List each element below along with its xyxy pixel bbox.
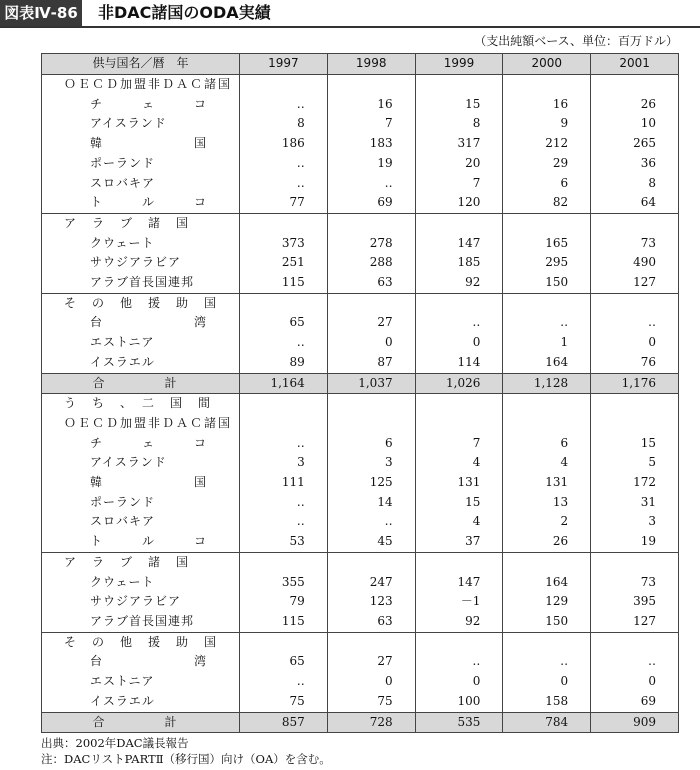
value-cell: 8	[240, 114, 328, 134]
value-cell: 4	[503, 453, 591, 473]
table-row	[42, 612, 679, 632]
corner-header: 供与国名／暦 年	[42, 54, 240, 75]
table-row	[42, 414, 679, 434]
value-cell	[415, 213, 503, 233]
table-row	[42, 134, 679, 154]
value-cell	[240, 414, 328, 434]
group-label: ア ラ ブ 諸 国	[42, 552, 240, 572]
value-cell: 65	[240, 652, 328, 672]
value-cell: ‥	[327, 512, 415, 532]
table-row	[42, 592, 679, 612]
country-label: アイスランド	[42, 453, 240, 473]
year-header: 1997	[240, 54, 328, 75]
value-cell	[503, 293, 591, 313]
table-row	[42, 394, 679, 414]
value-cell: 6	[503, 434, 591, 454]
value-cell: 131	[415, 473, 503, 493]
value-cell: 73	[591, 234, 679, 254]
table-row	[42, 353, 679, 373]
value-cell: 10	[591, 114, 679, 134]
value-cell: 1,037	[327, 373, 415, 394]
value-cell: 69	[327, 193, 415, 213]
value-cell: 147	[415, 573, 503, 593]
value-cell	[591, 213, 679, 233]
country-label: クウェート	[42, 573, 240, 593]
value-cell: 27	[327, 652, 415, 672]
value-cell	[503, 213, 591, 233]
value-cell: ‥	[240, 154, 328, 174]
group-label: ＯＥＣＤ加盟非ＤＡＣ諸国	[42, 75, 240, 95]
country-label: エストニア	[42, 333, 240, 353]
value-cell	[415, 293, 503, 313]
country-label: チ ェ コ	[42, 95, 240, 115]
value-cell: ‥	[591, 652, 679, 672]
value-cell: 186	[240, 134, 328, 154]
value-cell: 131	[503, 473, 591, 493]
value-cell: 490	[591, 253, 679, 273]
table-row	[42, 573, 679, 593]
value-cell: 172	[591, 473, 679, 493]
value-cell: 0	[415, 333, 503, 353]
title-bar	[0, 0, 700, 28]
value-cell: 73	[591, 573, 679, 593]
page-title: 非DAC諸国のODA実績	[98, 3, 271, 22]
value-cell	[591, 293, 679, 313]
country-label: ト ル コ	[42, 532, 240, 552]
table-row	[42, 193, 679, 213]
value-cell: 63	[327, 273, 415, 293]
value-cell: 8	[591, 174, 679, 194]
value-cell: 0	[415, 672, 503, 692]
unit-note: （支出純額ベース、単位：百万ドル）	[474, 34, 678, 48]
value-cell: 1	[503, 333, 591, 353]
country-label: サウジアラビア	[42, 253, 240, 273]
country-label: イスラエル	[42, 692, 240, 712]
value-cell: 111	[240, 473, 328, 493]
value-cell	[240, 552, 328, 572]
value-cell: 0	[503, 672, 591, 692]
value-cell: ‥	[240, 512, 328, 532]
value-cell	[327, 414, 415, 434]
value-cell: 79	[240, 592, 328, 612]
table-row	[42, 213, 679, 233]
table-row	[42, 473, 679, 493]
total-label: 合 計	[42, 712, 240, 733]
value-cell: 1,164	[240, 373, 328, 394]
value-cell: 147	[415, 234, 503, 254]
value-cell: 857	[240, 712, 328, 733]
value-cell: 26	[503, 532, 591, 552]
value-cell	[327, 213, 415, 233]
value-cell: 20	[415, 154, 503, 174]
value-cell	[415, 632, 503, 652]
value-cell	[327, 293, 415, 313]
value-cell: 728	[327, 712, 415, 733]
value-cell: 13	[503, 493, 591, 513]
value-cell: 6	[327, 434, 415, 454]
value-cell: ‥	[240, 95, 328, 115]
country-label: ポーランド	[42, 154, 240, 174]
value-cell: 87	[327, 353, 415, 373]
value-cell: 37	[415, 532, 503, 552]
value-cell: 31	[591, 493, 679, 513]
value-cell	[240, 75, 328, 95]
value-cell	[503, 394, 591, 414]
country-label: 韓 国	[42, 134, 240, 154]
table-row	[42, 75, 679, 95]
value-cell: 4	[415, 453, 503, 473]
value-cell: 76	[591, 353, 679, 373]
group-label: ア ラ ブ 諸 国	[42, 213, 240, 233]
value-cell	[415, 552, 503, 572]
value-cell: 7	[327, 114, 415, 134]
table-row	[42, 672, 679, 692]
value-cell: 150	[503, 273, 591, 293]
value-cell: ‥	[240, 672, 328, 692]
value-cell: 26	[591, 95, 679, 115]
value-cell: 185	[415, 253, 503, 273]
value-cell: 3	[591, 512, 679, 532]
value-cell	[240, 293, 328, 313]
value-cell: 8	[415, 114, 503, 134]
value-cell: 27	[327, 313, 415, 333]
value-cell: 64	[591, 193, 679, 213]
value-cell	[327, 632, 415, 652]
value-cell: 164	[503, 573, 591, 593]
value-cell: 247	[327, 573, 415, 593]
value-cell: 19	[327, 154, 415, 174]
value-cell: 89	[240, 353, 328, 373]
value-cell	[591, 552, 679, 572]
country-label: スロバキア	[42, 512, 240, 532]
country-label: イスラエル	[42, 353, 240, 373]
value-cell: 909	[591, 712, 679, 733]
group-label: ＯＥＣＤ加盟非ＤＡＣ諸国	[42, 414, 240, 434]
value-cell	[415, 394, 503, 414]
value-cell: 15	[415, 493, 503, 513]
value-cell: 9	[503, 114, 591, 134]
value-cell	[591, 632, 679, 652]
table-row	[42, 652, 679, 672]
value-cell: －1	[415, 592, 503, 612]
value-cell: 535	[415, 712, 503, 733]
value-cell: 127	[591, 612, 679, 632]
value-cell: 120	[415, 193, 503, 213]
value-cell: 0	[591, 672, 679, 692]
value-cell: 53	[240, 532, 328, 552]
value-cell: 183	[327, 134, 415, 154]
value-cell: ‥	[240, 333, 328, 353]
value-cell: 265	[591, 134, 679, 154]
value-cell: 212	[503, 134, 591, 154]
value-cell: ‥	[327, 174, 415, 194]
group-label: う ち 、 二 国 間	[42, 394, 240, 414]
value-cell: 7	[415, 174, 503, 194]
table-row	[42, 512, 679, 532]
value-cell	[415, 75, 503, 95]
value-cell: 65	[240, 313, 328, 333]
value-cell: 784	[503, 712, 591, 733]
value-cell: 69	[591, 692, 679, 712]
value-cell: 115	[240, 612, 328, 632]
value-cell: 125	[327, 473, 415, 493]
value-cell	[240, 213, 328, 233]
country-label: 台 湾	[42, 652, 240, 672]
value-cell	[327, 394, 415, 414]
table-row	[42, 234, 679, 254]
value-cell: 2	[503, 512, 591, 532]
value-cell: ‥	[415, 652, 503, 672]
value-cell: 295	[503, 253, 591, 273]
value-cell: 4	[415, 512, 503, 532]
table-row	[42, 632, 679, 652]
total-row	[42, 373, 679, 394]
table-row	[42, 532, 679, 552]
value-cell: 6	[503, 174, 591, 194]
value-cell	[240, 632, 328, 652]
value-cell: 3	[327, 453, 415, 473]
country-label: チ ェ コ	[42, 434, 240, 454]
year-header: 1998	[327, 54, 415, 75]
value-cell: 317	[415, 134, 503, 154]
country-label: ポーランド	[42, 493, 240, 513]
country-label: アラブ首長国連邦	[42, 612, 240, 632]
value-cell: 45	[327, 532, 415, 552]
table-row	[42, 453, 679, 473]
value-cell: 251	[240, 253, 328, 273]
value-cell: ‥	[415, 313, 503, 333]
value-cell: 164	[503, 353, 591, 373]
country-label: 台 湾	[42, 313, 240, 333]
value-cell: 288	[327, 253, 415, 273]
notes	[41, 735, 331, 767]
value-cell: 0	[327, 672, 415, 692]
value-cell: 165	[503, 234, 591, 254]
value-cell: 115	[240, 273, 328, 293]
total-row	[42, 712, 679, 733]
value-cell	[591, 414, 679, 434]
table-row	[42, 174, 679, 194]
value-cell: 127	[591, 273, 679, 293]
value-cell: 278	[327, 234, 415, 254]
value-cell: 129	[503, 592, 591, 612]
value-cell: 92	[415, 612, 503, 632]
country-label: サウジアラビア	[42, 592, 240, 612]
group-label: そ の 他 援 助 国	[42, 293, 240, 313]
value-cell: 7	[415, 434, 503, 454]
value-cell	[503, 414, 591, 434]
value-cell: 16	[327, 95, 415, 115]
table-row	[42, 692, 679, 712]
country-label: クウェート	[42, 234, 240, 254]
value-cell	[591, 394, 679, 414]
value-cell: 123	[327, 592, 415, 612]
value-cell: 75	[327, 692, 415, 712]
year-header: 2000	[503, 54, 591, 75]
table-row	[42, 313, 679, 333]
value-cell: 14	[327, 493, 415, 513]
value-cell	[240, 394, 328, 414]
total-label: 合 計	[42, 373, 240, 394]
country-label: 韓 国	[42, 473, 240, 493]
value-cell: 29	[503, 154, 591, 174]
country-label: スロバキア	[42, 174, 240, 194]
table-row	[42, 114, 679, 134]
table-body	[42, 75, 679, 733]
table-row	[42, 95, 679, 115]
value-cell: 1,176	[591, 373, 679, 394]
value-cell: ‥	[591, 313, 679, 333]
value-cell: 19	[591, 532, 679, 552]
value-cell: 15	[591, 434, 679, 454]
table-row	[42, 333, 679, 353]
value-cell: 0	[327, 333, 415, 353]
oda-table	[41, 53, 679, 733]
source-note: 出典：2002年DAC議長報告	[41, 736, 189, 750]
value-cell	[591, 75, 679, 95]
value-cell: 150	[503, 612, 591, 632]
value-cell: ‥	[240, 493, 328, 513]
value-cell: 63	[327, 612, 415, 632]
table-row	[42, 253, 679, 273]
value-cell: ‥	[503, 652, 591, 672]
country-label: エストニア	[42, 672, 240, 692]
value-cell: ‥	[240, 434, 328, 454]
value-cell: ‥	[503, 313, 591, 333]
table-header-row	[42, 54, 679, 75]
country-label: アラブ首長国連邦	[42, 273, 240, 293]
value-cell: 5	[591, 453, 679, 473]
figure-label: 図表Ⅳ-86	[0, 0, 82, 26]
value-cell	[415, 414, 503, 434]
value-cell: 36	[591, 154, 679, 174]
table-row	[42, 293, 679, 313]
value-cell: 1,026	[415, 373, 503, 394]
table-row	[42, 493, 679, 513]
group-label: そ の 他 援 助 国	[42, 632, 240, 652]
value-cell: 15	[415, 95, 503, 115]
value-cell: 92	[415, 273, 503, 293]
value-cell: ‥	[240, 174, 328, 194]
value-cell: 16	[503, 95, 591, 115]
value-cell	[327, 75, 415, 95]
value-cell: 373	[240, 234, 328, 254]
value-cell: 3	[240, 453, 328, 473]
value-cell: 75	[240, 692, 328, 712]
value-cell	[503, 75, 591, 95]
value-cell: 82	[503, 193, 591, 213]
table-row	[42, 552, 679, 572]
table-row	[42, 154, 679, 174]
table-row	[42, 273, 679, 293]
value-cell: 158	[503, 692, 591, 712]
value-cell: 355	[240, 573, 328, 593]
footnote: 注：DACリストPARTⅡ（移行国）向け（OA）を含む。	[41, 752, 331, 766]
table-row	[42, 434, 679, 454]
value-cell	[327, 552, 415, 572]
value-cell	[503, 552, 591, 572]
value-cell: 1,128	[503, 373, 591, 394]
year-header: 1999	[415, 54, 503, 75]
value-cell: 77	[240, 193, 328, 213]
value-cell: 114	[415, 353, 503, 373]
value-cell: 395	[591, 592, 679, 612]
value-cell	[503, 632, 591, 652]
country-label: ト ル コ	[42, 193, 240, 213]
year-header: 2001	[591, 54, 679, 75]
country-label: アイスランド	[42, 114, 240, 134]
value-cell: 100	[415, 692, 503, 712]
value-cell: 0	[591, 333, 679, 353]
